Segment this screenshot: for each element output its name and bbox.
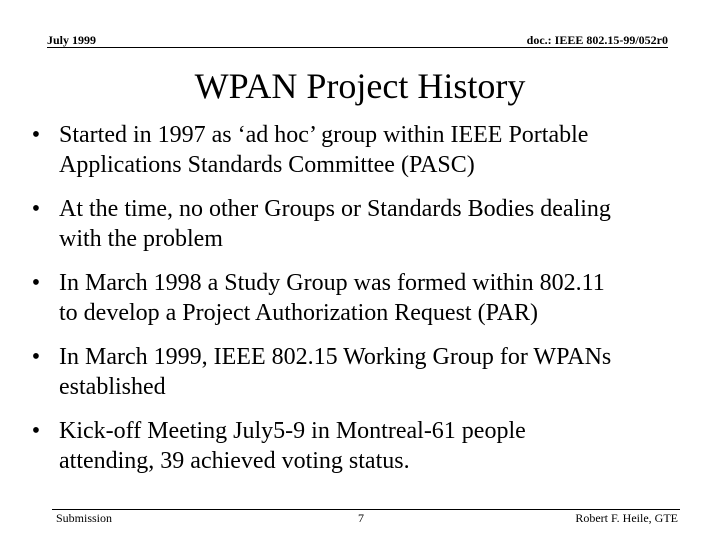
bullet-text-line: In March 1999, IEEE 802.15 Working Group for WPANs (59, 344, 612, 370)
bullet-text-line: established (59, 374, 166, 400)
bullet-text-line: At the time, no other Groups or Standards Bodies dealing (59, 196, 611, 222)
bullet-text-line: to develop a Project Authorization Request (PAR) (59, 300, 539, 326)
bullet-icon: • (31, 344, 41, 370)
header-doc-id: doc.: IEEE 802.15-99/052r0 (526, 33, 668, 47)
bullet-text-line: attending, 39 achieved voting status. (59, 448, 410, 474)
header-divider (47, 47, 668, 48)
bullet-icon: • (31, 196, 41, 222)
bullet-item (28, 194, 712, 254)
bullet-text-line: with the problem (59, 226, 223, 252)
header-date: July 1999 (47, 33, 97, 47)
footer-submission: Submission (56, 511, 113, 525)
bullet-icon: • (31, 122, 41, 148)
bullet-icon: • (31, 270, 41, 296)
bullet-item (28, 268, 712, 328)
bullet-text-line: In March 1998 a Study Group was formed within 802.11 (59, 270, 605, 296)
bullet-icon: • (31, 418, 41, 444)
bullet-item (28, 416, 712, 476)
slide-title: WPAN Project History (194, 66, 526, 106)
footer-author: Robert F. Heile, GTE (575, 511, 678, 525)
bullet-item (28, 342, 712, 402)
footer-divider (52, 509, 680, 510)
bullet-text-line: Kick-off Meeting July5-9 in Montreal-61 people (59, 418, 526, 444)
bullet-item (28, 120, 712, 180)
bullet-text-line: Started in 1997 as ‘ad hoc’ group within IEEE Portable (59, 122, 589, 148)
bullet-list (28, 120, 712, 490)
bullet-text-line: Applications Standards Committee (PASC) (59, 152, 475, 178)
page-number: 7 (358, 511, 364, 525)
